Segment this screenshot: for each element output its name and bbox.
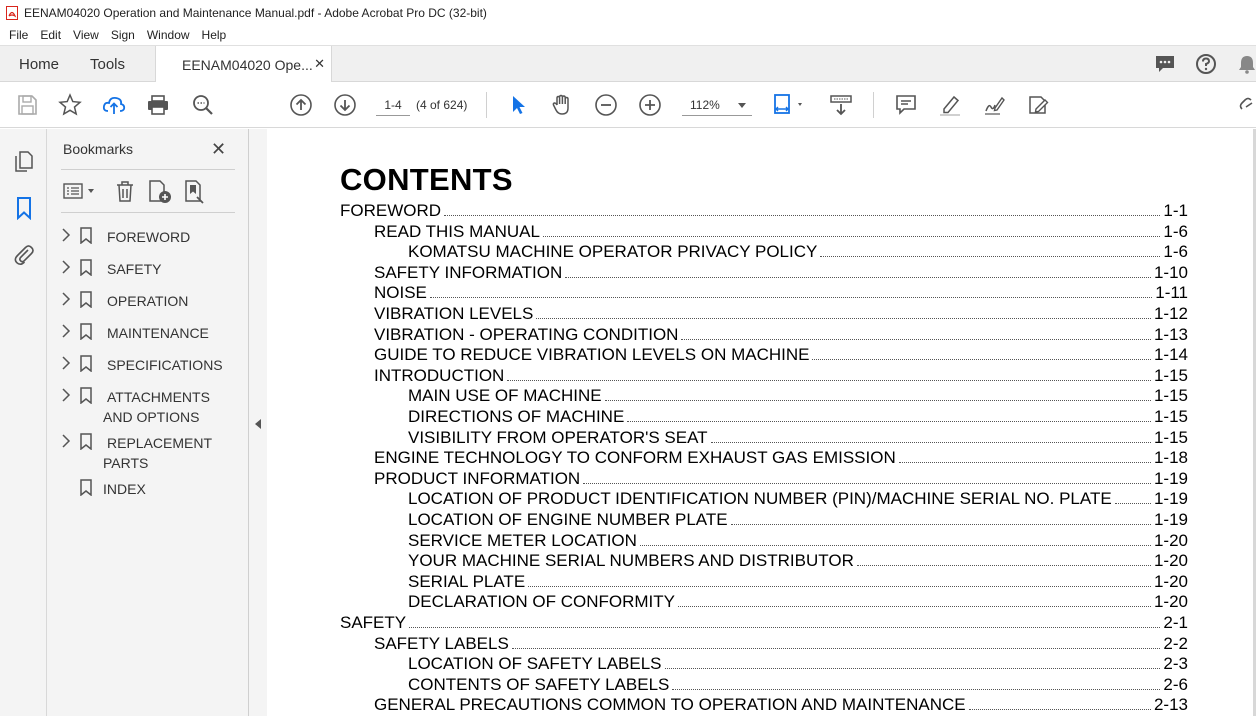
bookmark-icon (80, 479, 92, 496)
attachments-paperclip-icon[interactable] (12, 243, 36, 267)
tab-home[interactable]: Home (19, 55, 60, 73)
toc-entry-page: 1-10 (1153, 262, 1188, 282)
tab-document[interactable] (155, 46, 332, 83)
toc-entry-page: 1-20 (1153, 530, 1188, 550)
toc-entry-page: 1-6 (1163, 242, 1188, 262)
toc-entry-page: 1-1 (1163, 201, 1188, 220)
toc-entry-page: 1-19 (1153, 468, 1188, 488)
toc-entry-title: CONTENTS OF SAFETY LABELS (408, 674, 670, 694)
toc-entry-page: 1-15 (1153, 427, 1188, 447)
link-tool-icon[interactable] (1238, 95, 1256, 117)
bookmark-label: SAFETY (107, 261, 162, 277)
toc-entry-title: SAFETY INFORMATION (374, 262, 563, 282)
bookmark-options-icon[interactable] (63, 179, 99, 203)
zoom-level-value: 112% (690, 98, 720, 112)
page-fit-icon[interactable] (772, 93, 808, 117)
navigation-rail (0, 129, 47, 716)
bookmark-label: SPECIFICATIONS (107, 357, 223, 373)
toc-entry[interactable] (374, 366, 1188, 386)
bookmark-label-line2: PARTS (103, 455, 149, 471)
toc-entry-page: 2-6 (1163, 674, 1188, 694)
menu-window[interactable]: Window (146, 28, 190, 42)
toc-entry-page: 2-2 (1163, 633, 1188, 653)
toc-entry-title: SERIAL PLATE (408, 571, 526, 591)
menu-edit[interactable]: Edit (40, 28, 62, 42)
toc-entry-page: 2-3 (1163, 654, 1188, 674)
tab-close-icon[interactable]: ✕ (314, 56, 325, 71)
toc-entry-page: 1-15 (1153, 386, 1188, 406)
bookmark-icon (80, 227, 92, 244)
toc-entry-page: 1-15 (1153, 407, 1188, 426)
toc-entry-title: SERVICE METER LOCATION (408, 530, 637, 550)
select-cursor-icon[interactable] (506, 93, 530, 117)
zoom-out-icon[interactable] (594, 93, 618, 117)
bookmark-label: OPERATION (107, 293, 189, 309)
bookmark-icon (80, 387, 92, 404)
dot-leader (678, 593, 1151, 607)
comment-icon[interactable] (1154, 54, 1176, 74)
toc-entry[interactable] (408, 242, 1188, 262)
bookmark-label: MAINTENANCE (107, 325, 209, 341)
menu-sign[interactable]: Sign (110, 28, 135, 42)
add-comment-icon[interactable] (894, 93, 918, 117)
toc-entry[interactable] (374, 345, 1188, 365)
page-number-input[interactable]: 1-4 (376, 94, 410, 116)
toc-entry-title: GENERAL PRECAUTIONS COMMON TO OPERATION AND MAINTENANCE (374, 695, 966, 715)
dot-leader (430, 284, 1152, 298)
toc-entry-page: 1-20 (1153, 571, 1188, 591)
toc-entry[interactable] (408, 386, 1188, 406)
bookmark-icon (80, 323, 92, 340)
bookmark-label: INDEX (103, 481, 146, 497)
toc-entry[interactable] (408, 592, 1188, 612)
zoom-in-icon[interactable] (638, 93, 662, 117)
toolbar (0, 82, 1256, 128)
draw-signature-icon[interactable] (982, 93, 1006, 117)
dot-leader (672, 676, 1160, 690)
dot-leader (820, 243, 1160, 257)
toc-entry-page: 1-11 (1155, 283, 1188, 303)
toc-entry[interactable] (408, 531, 1188, 551)
toolbar-divider (486, 92, 487, 118)
dot-leader (969, 696, 1151, 710)
menu-bar (0, 25, 1256, 45)
dot-leader (627, 408, 1151, 422)
cloud-upload-icon[interactable] (102, 93, 126, 117)
toc-entry-title: VIBRATION LEVELS (374, 304, 534, 323)
toc-entry-title: INTRODUCTION (374, 365, 505, 385)
toc-entry-page: 1-14 (1153, 345, 1188, 365)
dot-leader (507, 367, 1151, 381)
save-icon[interactable] (15, 93, 39, 117)
menu-view[interactable]: View (73, 28, 99, 42)
toc-entry-title: LOCATION OF PRODUCT IDENTIFICATION NUMBER (PIN)/MACHINE SERIAL NO. PLATE (408, 489, 1112, 509)
delete-trash-icon[interactable] (113, 179, 137, 203)
bookmarks-title: Bookmarks (63, 141, 134, 157)
toc-entry-title: SAFETY (340, 613, 407, 632)
dot-leader (1115, 490, 1151, 504)
bookmarks-panel-icon[interactable] (12, 196, 36, 220)
divider (61, 169, 235, 170)
toc-entry[interactable] (374, 263, 1188, 283)
notification-bell-icon[interactable] (1238, 54, 1256, 74)
print-icon[interactable] (146, 93, 170, 117)
toc-entry[interactable] (374, 304, 1188, 324)
chevron-right-icon[interactable] (61, 434, 71, 448)
menu-help[interactable]: Help (201, 28, 227, 42)
page-title: CONTENTS (340, 162, 513, 197)
dot-leader (731, 511, 1151, 525)
bookmark-search-icon[interactable] (183, 179, 209, 205)
toc-entry[interactable] (374, 325, 1188, 345)
window-title: EENAM04020 Operation and Maintenance Manual.pdf - Adobe Acrobat Pro DC (32-bit) (24, 5, 487, 20)
toc-entry-page: 1-12 (1153, 304, 1188, 323)
toc-entry-page: 2-1 (1163, 613, 1188, 632)
dot-leader (583, 470, 1151, 484)
toc-entry-page: 1-20 (1153, 592, 1188, 612)
zoom-search-icon[interactable] (191, 93, 215, 117)
toc-entry[interactable] (408, 551, 1188, 571)
dot-leader (444, 202, 1160, 216)
dot-leader (605, 387, 1151, 401)
dot-leader (711, 429, 1151, 443)
toc-entry[interactable] (340, 613, 1188, 633)
toc-entry-title: MAIN USE OF MACHINE (408, 386, 602, 406)
toc-entry-title: READ THIS MANUAL (374, 221, 540, 241)
document-viewer[interactable] (267, 129, 1253, 716)
toc-entry[interactable] (408, 407, 1188, 427)
toc-entry[interactable] (374, 448, 1188, 468)
toc-entry[interactable] (408, 428, 1188, 448)
chevron-down-icon (738, 103, 746, 108)
toc-entry-title: LOCATION OF SAFETY LABELS (408, 654, 662, 674)
toc-entry-title: KOMATSU MACHINE OPERATOR PRIVACY POLICY (408, 242, 818, 262)
dot-leader (681, 326, 1151, 340)
toc-entry-page: 1-13 (1153, 324, 1188, 344)
toc-entry[interactable] (408, 675, 1188, 695)
page-thumbnails-icon[interactable] (12, 149, 36, 173)
dot-leader (543, 223, 1160, 237)
tab-tools[interactable]: Tools (90, 55, 126, 73)
dot-leader (536, 305, 1151, 319)
highlight-pen-icon[interactable] (938, 93, 962, 117)
bookmark-icon (80, 291, 92, 308)
scroll-mode-icon[interactable] (829, 93, 853, 117)
toc-entry-page: 1-6 (1163, 221, 1188, 241)
toc-entry-title: VIBRATION - OPERATING CONDITION (374, 324, 679, 344)
bookmark-label-line2: AND OPTIONS (103, 409, 200, 425)
dot-leader (512, 635, 1161, 649)
next-page-icon[interactable] (333, 93, 357, 117)
dot-leader (857, 552, 1151, 566)
dot-leader (899, 449, 1151, 463)
dot-leader (812, 346, 1150, 360)
toc-entry-page: 1-18 (1153, 448, 1188, 468)
previous-page-icon[interactable] (289, 93, 313, 117)
page-count: (4 of 624) (416, 98, 468, 112)
chevron-right-icon[interactable] (61, 228, 71, 242)
toc-entry-page: 2-13 (1153, 695, 1188, 715)
hand-tool-icon[interactable] (550, 93, 574, 117)
help-icon[interactable] (1195, 53, 1217, 75)
toc-entry-title: DECLARATION OF CONFORMITY (408, 592, 675, 612)
window-titlebar (0, 0, 1256, 25)
toc-entry-title: SAFETY LABELS (374, 633, 509, 653)
chevron-right-icon[interactable] (61, 356, 71, 370)
toc-entry-title: GUIDE TO REDUCE VIBRATION LEVELS ON MACHINE (374, 345, 810, 365)
toc-entry-page: 1-20 (1153, 551, 1188, 571)
bookmark-star-icon[interactable] (58, 93, 82, 117)
dot-leader (565, 264, 1151, 278)
bookmark-icon (80, 355, 92, 372)
bookmarks-toolbar (63, 179, 243, 203)
divider (61, 212, 235, 213)
bookmarks-panel (47, 129, 249, 716)
toc-entry[interactable] (408, 510, 1188, 530)
fill-sign-icon[interactable] (1026, 93, 1050, 117)
tab-bar (0, 45, 1256, 82)
dot-leader (409, 614, 1160, 628)
toc-entry[interactable] (374, 695, 1188, 715)
toc-entry-title: FOREWORD (340, 201, 442, 220)
chevron-right-icon[interactable] (61, 260, 71, 274)
toc-entry-title: DIRECTIONS OF MACHINE (408, 407, 625, 426)
toc-entry-title: YOUR MACHINE SERIAL NUMBERS AND DISTRIBUTOR (408, 551, 854, 571)
toc-entry[interactable] (340, 201, 1188, 221)
menu-file[interactable]: File (9, 28, 29, 42)
toc-entry[interactable] (374, 222, 1188, 242)
toc-entry-title: NOISE (374, 283, 427, 303)
toolbar-divider (873, 92, 874, 118)
bookmark-label: FOREWORD (107, 229, 191, 245)
dot-leader (640, 532, 1151, 546)
chevron-left-icon (255, 419, 261, 429)
toc-entry-title: PRODUCT INFORMATION (374, 468, 581, 488)
toc-entry[interactable] (374, 634, 1188, 654)
toc-entry-page: 1-19 (1153, 489, 1188, 509)
bookmark-label: REPLACEMENT (107, 435, 213, 451)
toc-entry[interactable] (408, 489, 1188, 509)
tab-document-label: EENAM04020 Ope... (182, 56, 313, 73)
toc-entry-page: 1-15 (1153, 365, 1188, 385)
dot-leader (528, 573, 1151, 587)
toc-entry-title: ENGINE TECHNOLOGY TO CONFORM EXHAUST GAS EMISSION (374, 448, 896, 468)
new-bookmark-icon[interactable] (147, 179, 173, 205)
zoom-level-select[interactable] (682, 94, 752, 116)
acrobat-pdf-icon (6, 6, 18, 20)
toc-entry-title: VISIBILITY FROM OPERATOR'S SEAT (408, 427, 708, 447)
chevron-right-icon[interactable] (61, 388, 71, 402)
chevron-right-icon[interactable] (61, 292, 71, 306)
toc-entry[interactable] (408, 654, 1188, 674)
bookmark-label: ATTACHMENTS (107, 389, 210, 405)
bookmark-icon (80, 259, 92, 276)
toc-entry[interactable] (374, 283, 1188, 303)
toc-entry-title: LOCATION OF ENGINE NUMBER PLATE (408, 510, 728, 529)
chevron-right-icon[interactable] (61, 324, 71, 338)
close-icon[interactable]: ✕ (211, 139, 227, 159)
toc-entry[interactable] (408, 572, 1188, 592)
toc-entry[interactable] (374, 469, 1188, 489)
dot-leader (665, 655, 1161, 669)
panel-collapse-handle[interactable] (249, 129, 267, 716)
bookmark-icon (80, 433, 92, 450)
toc-entry-page: 1-19 (1153, 510, 1188, 529)
